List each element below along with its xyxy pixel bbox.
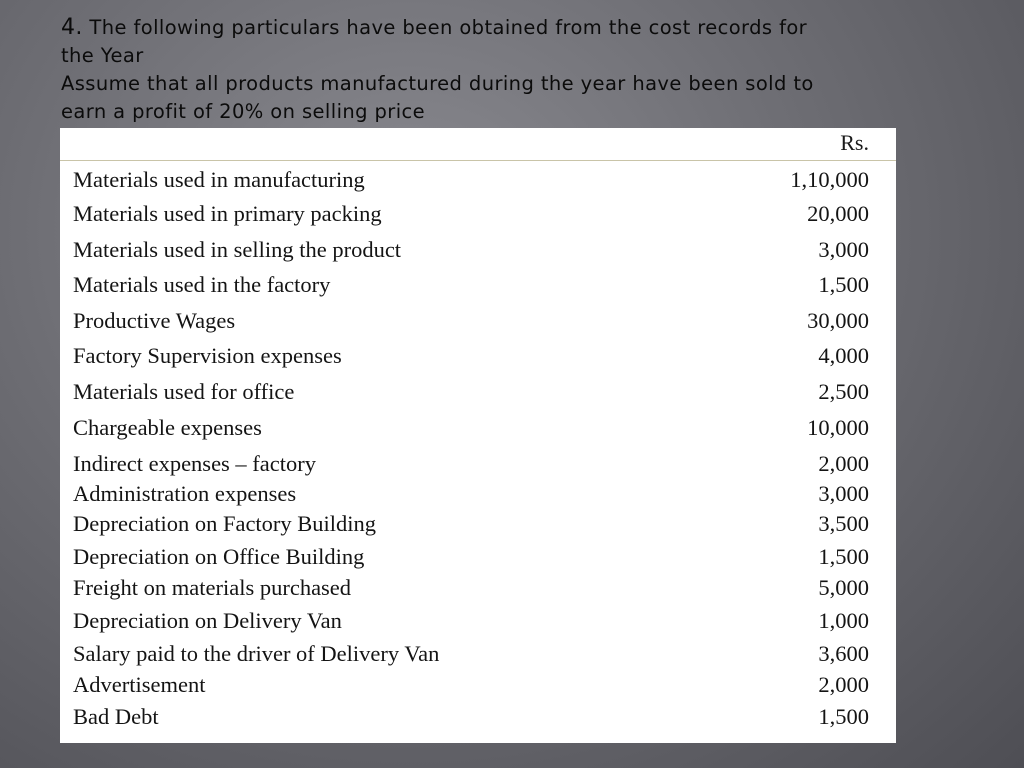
header-divider (60, 160, 896, 161)
row-value: 3,600 (818, 641, 869, 666)
table-row (60, 541, 896, 575)
row-label: Administration expenses (73, 481, 297, 506)
row-label: Indirect expenses – factory (73, 451, 317, 476)
table-row (60, 638, 896, 672)
row-label: Depreciation on Office Building (73, 544, 365, 569)
row-label: Depreciation on Delivery Van (73, 608, 342, 633)
row-value: 1,500 (818, 704, 869, 729)
row-label: Factory Supervision expenses (73, 343, 342, 368)
table-row (60, 478, 896, 512)
table-row (60, 198, 896, 232)
row-label: Materials used for office (73, 379, 295, 404)
table-row (60, 669, 896, 703)
row-value: 20,000 (807, 201, 869, 226)
table-row (60, 269, 896, 303)
row-label: Materials used in manufacturing (73, 167, 365, 192)
row-value: 30,000 (807, 308, 869, 333)
table-row (60, 448, 896, 482)
table-row (60, 234, 896, 268)
table-row (60, 605, 896, 639)
table-row (60, 164, 896, 198)
heading-line-2: the Year (61, 44, 144, 67)
row-value: 3,000 (818, 237, 869, 262)
row-value: 2,000 (818, 451, 869, 476)
row-value: 1,10,000 (790, 167, 869, 192)
particulars-table (60, 128, 896, 743)
table-row (60, 412, 896, 446)
table-row (60, 376, 896, 410)
row-value: 4,000 (818, 343, 869, 368)
row-label: Materials used in selling the product (73, 237, 402, 262)
row-label: Freight on materials purchased (73, 575, 352, 600)
row-value: 2,000 (818, 672, 869, 697)
row-label: Advertisement (73, 672, 206, 697)
table-row (60, 340, 896, 374)
row-label: Salary paid to the driver of Delivery Van (73, 641, 440, 666)
row-value: 2,500 (818, 379, 869, 404)
row-label: Depreciation on Factory Building (73, 511, 377, 536)
row-label: Materials used in primary packing (73, 201, 382, 226)
row-value: 10,000 (807, 415, 869, 440)
row-label: Bad Debt (73, 704, 159, 729)
row-value: 1,000 (818, 608, 869, 633)
row-label: Productive Wages (73, 308, 236, 333)
row-value: 1,500 (818, 544, 869, 569)
row-value: 1,500 (818, 272, 869, 297)
table-row (60, 701, 896, 735)
heading-line-4: earn a profit of 20% on selling price (61, 100, 426, 123)
row-value: 5,000 (818, 575, 869, 600)
row-value: 3,500 (818, 511, 869, 536)
table-row (60, 572, 896, 606)
table-row (60, 508, 896, 542)
column-header-rs: Rs. (840, 130, 869, 155)
heading-line-3: Assume that all products manufactured during the year have been sold to (61, 72, 814, 95)
question-number: 4. (61, 15, 83, 40)
table-row (60, 305, 896, 339)
question-heading (61, 14, 961, 126)
row-label: Chargeable expenses (73, 415, 262, 440)
heading-line-1 (61, 14, 961, 42)
row-label: Materials used in the factory (73, 272, 331, 297)
heading-line-1-text: The following particulars have been obtained from the cost records for (89, 16, 808, 39)
row-value: 3,000 (818, 481, 869, 506)
